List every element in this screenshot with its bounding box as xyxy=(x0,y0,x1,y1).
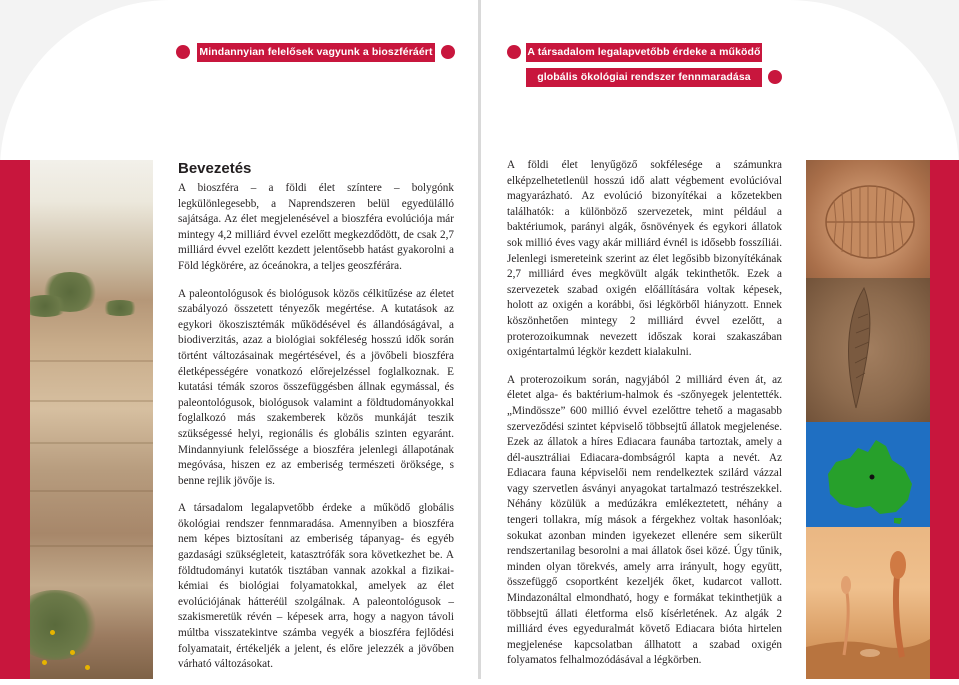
seafloor-scene xyxy=(806,527,930,679)
right-text-column xyxy=(507,158,782,681)
field-furrow xyxy=(30,360,153,362)
bush-shape xyxy=(30,590,100,660)
section-heading: Bevezetés xyxy=(178,160,252,177)
flower-dot xyxy=(70,650,75,655)
flower-dot xyxy=(50,630,55,635)
charnia-fossil-photo xyxy=(806,278,930,422)
field-photo xyxy=(30,160,153,679)
field-furrow xyxy=(30,400,153,402)
paragraph: A proterozoikum során, nagyjából 2 milliárd éven át, az életet alga- és baktérium-halmok és -szőnyegek jelentették. „Mindössze” 600 millió évvel ezelőttre tehető a magasabb szerveződési szintet képviselő többsejtű állatok megjelenése. Ezek az állatok a híres Ediacara faunába tartoztak, amely a dél-ausztráliai Ediacara-dombságról kapta a nevét. Az Ediacara fauna képviselői nem rendelkeztek szilárd vázzal vagy szervetlen ásványi anyagokat tartalmazó testrészekkel. Néhány közülük a medúzákra emlékeztetett, néhány a tengeri tollakra, míg mások a férgekhez voltak hasonlóak; sokukat azonban minden igyekezet ellenére sem sikerült rendszertanilag besorolni a mai állatok ősei közé. Úgy tűnik, minden olyan törekvés, amely arra irányult, hogy együtt, összefüggő csoportként kezeljék őket, kudarcot vallott. Mindazonáltal elmondható, hogy e formákat tekinthetjük a többsejtű állati életforma első kísérletének. Az algák 2 milliárd éves egyeduralmát követő Ediacara bióta hirtelen megjelenése kapcsolatban állhatott a szabad oxigén folyamatos felhalmozódásával a légkörben. xyxy=(507,373,782,667)
bullet-dot xyxy=(176,45,190,59)
bullet-dot xyxy=(507,45,521,59)
flower-dot xyxy=(85,665,90,670)
bush-shape xyxy=(30,295,70,317)
right-banner-line1: A társadalom legalapvetőbb érdeke a működő xyxy=(526,43,762,62)
left-edge-bar xyxy=(0,160,30,679)
left-text-column xyxy=(178,181,454,685)
dickinsonia-fossil-photo xyxy=(806,160,930,278)
flower-dot xyxy=(42,660,47,665)
field-furrow xyxy=(30,490,153,492)
left-banner: Mindannyian felelősek vagyunk a bioszféráért xyxy=(197,43,435,62)
paragraph: A paleontológusok és biológusok közös célkitűzése az életet szabályozó összetett tényezők megértése. A kutatások az egykori ökoszisztémák működésével és állandóságával, a biodiverzitás, azaz a biológiai sokféleség hosszú idők során történt változásainak megértésével, és a jövőbeli bioszféra életképességére vonatkozó előrejelzéssel foglalkoznak. E kutatási témák szoros összefüggésben állnak egymással, és paleontológusok, biológusok valamint a földtudományokkal foglalkozó más szakemberek közös munkáját teszik szükségessé helyi, regionális és globális szinten egyaránt. Mindannyiunk felelőssége a bioszféra jelenlegi állapotának megóvása, hiszen ez az emberiség természeti öröksége, s benne rejlik jövője is. xyxy=(178,287,454,487)
fossil-outline xyxy=(806,160,930,278)
paragraph: A földi élet lenyűgöző sokfélesége a számunkra elképzelhetetlenül hosszú idő alatt végbement evolúcióval magyarázható. Az evolúció bizonyítékai a kőzetekben találhatók: a különböző szervezetek, mint például a baktériumok, parányi algák, ősnövények és egykori állatok sok millió éves vagy akár milliárd évnél is idősebb fosszíliái. Jelenlegi ismereteink szerint az élet legősibb bizonyítékának 2,7 milliárd éves megkövült algák tekinthetők. Ezek a szervezetek szabad oxigén előállítására voltak képesek, holott az oxigén a korábbi, ősi légkörből hiányzott. Ennek köszönhetően mintegy 2 milliárd évvel ezelőtt, a proterozoikumnak nevezett időszak korai szakaszában oxigéntartalmú légkör kezdett kialakulni. xyxy=(507,159,782,359)
right-edge-bar xyxy=(930,160,959,679)
bush-shape xyxy=(100,300,140,316)
paragraph: A társadalom legalapvetőbb érdeke a működő globális ökológiai rendszer fennmaradása. Amennyiben a bioszféra nem képes biztosítani az emberiség tápanyag- és egyéb gazdasági szükségleteit, katasztrófák sora következhet be. A földtudományi kutatók tisztában vannak azokkal a fizikai-kémiai és biológiai folyamatokkal, amelyek az élet evolúciójának hátteréül szolgálnak. A paleontológusok – szakismeretük révén – képesek arra, hogy a nagyon távoli múltba visszatekintve számba vegyék a bioszféra fejlődési folyamatait, értékeljék a jelent, és előre jelezzék a jövőben várható változásokat. xyxy=(178,502,454,671)
field-furrow xyxy=(30,442,153,444)
paragraph: A bioszféra – a földi élet színtere – bolygónk legkülönlegesebb, a Naprendszeren belül egyedülálló sajátsága. Az élet megjelenésével a bioszféra evolúciója már mintegy 4,2 milliárd évvel ezelőtt megkezdődött, de csak 2,7 milliárd évvel ezelőtt kezdett jelentősebb hatást gyakorolni a Föld légkörére, az óceánokra, a teljes geoszférára. xyxy=(178,182,454,272)
australia-map xyxy=(806,422,930,527)
right-banner-line2: globális ökológiai rendszer fennmaradása xyxy=(526,68,762,87)
australia-shape xyxy=(806,422,930,527)
bullet-dot xyxy=(441,45,455,59)
frond-outline xyxy=(806,278,930,422)
field-furrow xyxy=(30,545,153,547)
bullet-dot xyxy=(768,70,782,84)
ediacara-seafloor-illustration xyxy=(806,527,930,679)
